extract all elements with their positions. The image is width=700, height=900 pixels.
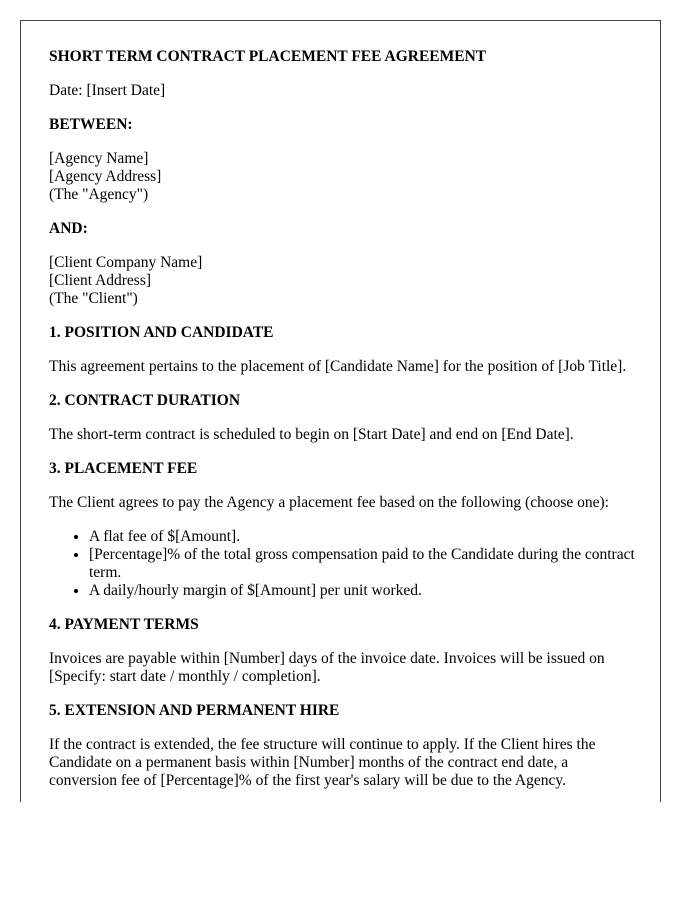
fee-option-flat: • A flat fee of $[Amount]. xyxy=(89,528,639,546)
agency-address: [Agency Address] xyxy=(49,168,162,185)
client-name: [Client Company Name] xyxy=(49,254,203,271)
fee-option-margin: • A daily/hourly margin of $[Amount] per unit worked. xyxy=(89,582,639,600)
document-page xyxy=(20,20,661,802)
client-block xyxy=(49,254,639,308)
between-label: BETWEEN: xyxy=(49,116,133,133)
fee-options-list xyxy=(49,528,639,600)
document-content xyxy=(49,48,639,802)
fee-option-percentage: • [Percentage]% of the total gross compensation paid to the Candidate during the contract term. xyxy=(89,546,639,582)
agency-block xyxy=(49,150,639,204)
section-body-payment-terms: Invoices are payable within [Number] days of the invoice date. Invoices will be issued on [Specify: start date / monthly / completion]. xyxy=(49,650,605,685)
client-alias: (The "Client") xyxy=(49,290,138,307)
section-heading-extension: 5. EXTENSION AND PERMANENT HIRE xyxy=(49,702,340,719)
section-body-duration: The short-term contract is scheduled to begin on [Start Date] and end on [End Date]. xyxy=(49,426,574,443)
section-heading-payment-terms: 4. PAYMENT TERMS xyxy=(49,616,199,633)
section-heading-duration: 2. CONTRACT DURATION xyxy=(49,392,241,409)
section-body-placement-fee: The Client agrees to pay the Agency a placement fee based on the following (choose one): xyxy=(49,494,609,511)
section-body-position: This agreement pertains to the placement of [Candidate Name] for the position of [Job Title]. xyxy=(49,358,627,375)
client-address: [Client Address] xyxy=(49,272,152,289)
section-heading-placement-fee: 3. PLACEMENT FEE xyxy=(49,460,198,477)
section-heading-position: 1. POSITION AND CANDIDATE xyxy=(49,324,274,341)
date-line: Date: [Insert Date] xyxy=(49,82,166,99)
agency-name: [Agency Name] xyxy=(49,150,149,167)
agency-alias: (The "Agency") xyxy=(49,186,149,203)
and-label: AND: xyxy=(49,220,88,237)
section-body-extension: If the contract is extended, the fee structure will continue to apply. If the Client hires the Candidate on a permanent basis within [Number] months of the contract end date, a conversion fee of [Percentage]% of the first year's salary will be due to the Agency. xyxy=(49,736,596,789)
document-title: SHORT TERM CONTRACT PLACEMENT FEE AGREEMENT xyxy=(49,48,487,65)
